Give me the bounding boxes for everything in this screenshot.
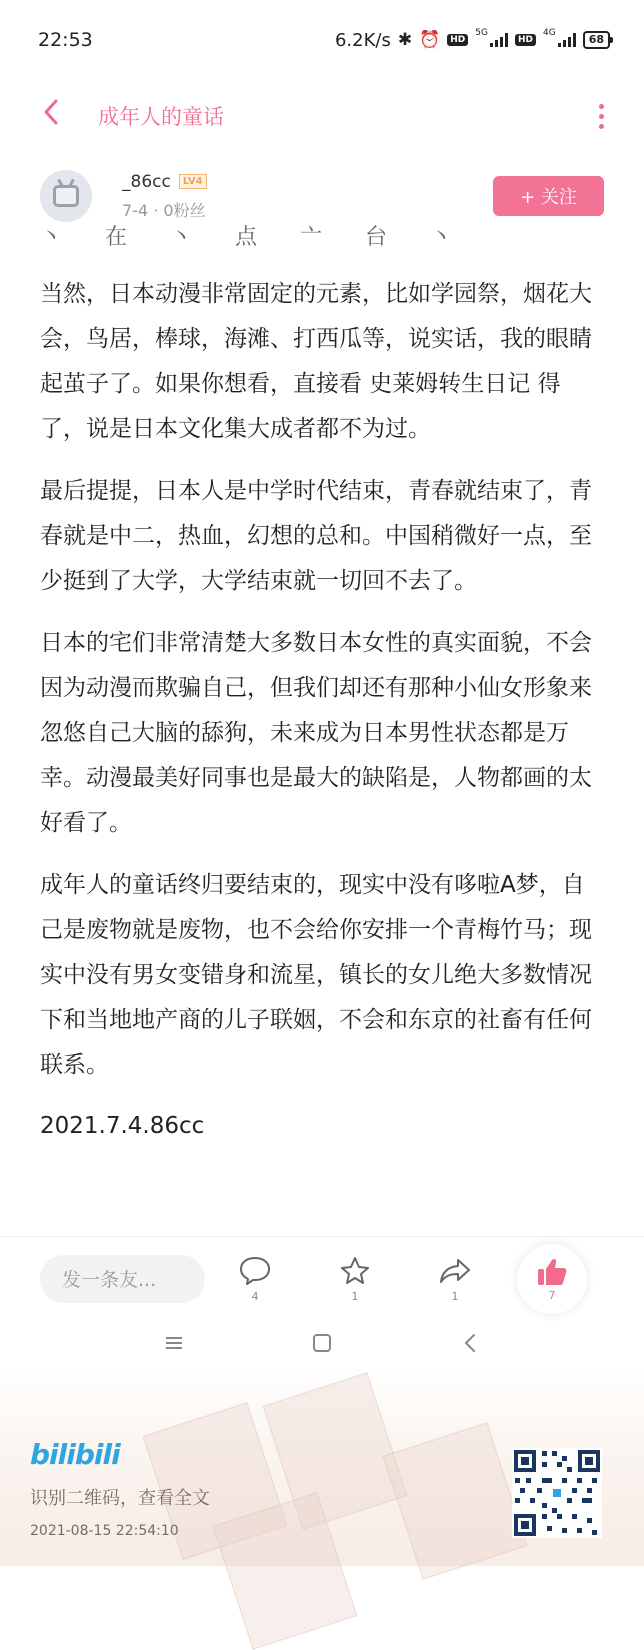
thumbs-up-icon [535, 1256, 569, 1288]
share-button[interactable] [405, 1255, 505, 1303]
status-bar [0, 0, 644, 80]
net-speed: 6.2K/s [334, 29, 391, 51]
qr-code [512, 1448, 602, 1538]
author-name[interactable]: _86cc [122, 171, 171, 192]
back-nav-icon[interactable] [455, 1328, 485, 1358]
article-signature: 2021.7.4.86cc [40, 1113, 205, 1139]
comment-button[interactable] [205, 1255, 305, 1303]
article-paragraph: 日本的宅们非常清楚大多数日本女性的真实面貌，不会因为动漫而欺骗自己，但我们却还有那种小仙女形象来忽悠自己大脑的舔狗，未来成为日本男性状态都是万幸。动漫最美好同事也是最大的缺陷是，人物都画的太好看了。 [40, 630, 592, 836]
status-time: 22:53 [38, 29, 93, 51]
hd-icon-2: HD [515, 34, 536, 46]
comment-icon [238, 1255, 272, 1287]
alarm-icon: ⏰ [419, 30, 441, 50]
menu-icon[interactable] [159, 1328, 189, 1358]
star-icon [338, 1255, 372, 1287]
favorite-button[interactable] [305, 1255, 405, 1303]
article-paragraph: 成年人的童话终归要结束的，现实中没有哆啦A梦，自己是废物就是废物，也不会给你安排一个青梅竹马；现实中没有男女变错身和流星，镇长的女儿绝大多数情况下和当地地产商的儿子联姻，不会和东京的社畜有任何联系。 [40, 872, 592, 1078]
hd-icon: HD [447, 34, 468, 46]
signal-icon-2 [558, 33, 576, 47]
network-type-1: 5G [475, 28, 488, 38]
comment-input[interactable]: 发一条友... [40, 1255, 205, 1303]
like-count: 7 [548, 1288, 556, 1302]
status-indicators [335, 30, 610, 51]
favorite-count: 1 [351, 1289, 359, 1303]
top-nav [0, 88, 644, 144]
article-body [0, 225, 644, 1236]
home-icon[interactable] [307, 1328, 337, 1358]
comment-count: 4 [251, 1289, 259, 1303]
author-meta: 7-4 · 0粉丝 [122, 200, 206, 220]
level-badge: LV4 [179, 174, 207, 189]
scan-qr-text: 识别二维码，查看全文 [30, 1488, 210, 1509]
signal-icon [490, 33, 508, 47]
system-nav-bar [0, 1320, 644, 1366]
share-count: 1 [451, 1289, 459, 1303]
capture-time: 2021-08-15 22:54:10 [30, 1523, 179, 1539]
author-info [122, 172, 493, 221]
more-options-icon[interactable] [595, 100, 608, 133]
battery-icon: 68 [583, 31, 610, 49]
article-paragraph: 最后提提，日本人是中学时代结束，青春就结束了，青春就是中二，热血，幻想的总和。中国稍微好一点，至少挺到了大学，大学结束就一切回不去了。 [40, 478, 592, 594]
avatar[interactable] [40, 170, 92, 222]
follow-button[interactable]: + 关注 [493, 176, 604, 216]
network-type-2: 4G [542, 28, 556, 38]
share-icon [438, 1255, 472, 1287]
like-button[interactable] [517, 1244, 587, 1314]
bluetooth-icon: ✱ [397, 30, 413, 50]
action-bar [0, 1236, 644, 1320]
bilibili-logo: bilibili [30, 1438, 120, 1471]
share-footer [0, 1366, 644, 1566]
back-icon[interactable] [42, 98, 82, 134]
article-paragraph: 当然，日本动漫非常固定的元素，比如学园祭，烟花大会，鸟居，棒球，海滩、打西瓜等，说实话，我的眼睛起茧子了。如果你想看，直接看 史莱姆转生日记 得了，说是日本文化集大成者都不为过。 [40, 281, 592, 442]
decoration [383, 1422, 528, 1580]
default-avatar-icon [53, 185, 79, 207]
page-title: 成年人的童话 [98, 105, 224, 129]
clipped-text-line: 丶 在 丶 点 亠 台 丶 [40, 225, 470, 250]
